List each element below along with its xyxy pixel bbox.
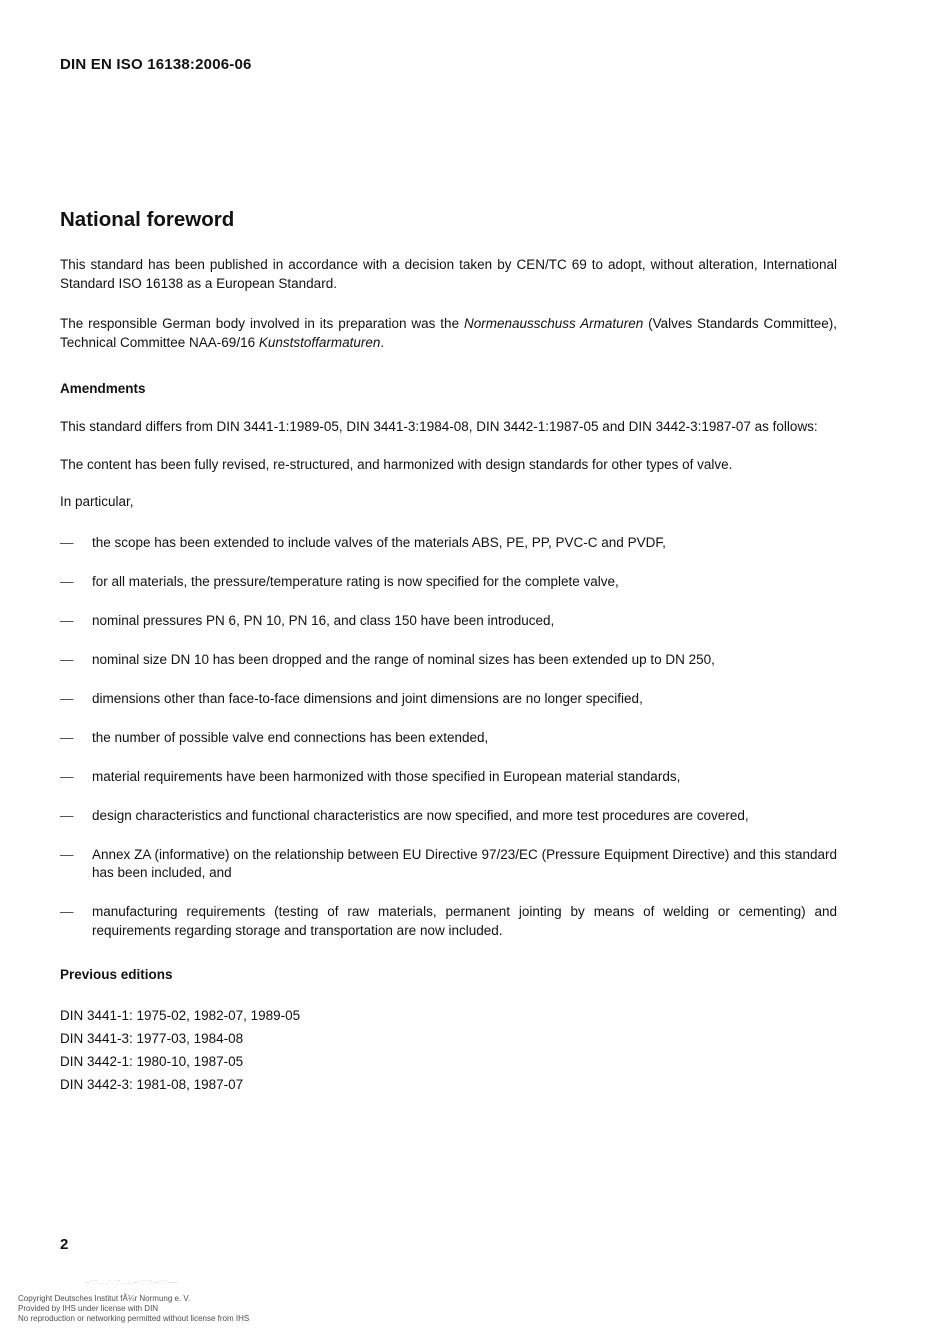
bullet-item-text: the scope has been extended to include valves of the materials ABS, PE, PP, PVC-C and PVDF, [92, 534, 666, 550]
bullet-item-text: Annex ZA (informative) on the relationship between EU Directive 97/23/EC (Pressure Equipment Directive) and this standard has been included, and [92, 846, 837, 880]
bullet-item [60, 651, 837, 670]
intro-paragraph-2-text-1: The responsible German body involved in its preparation was the [60, 316, 464, 331]
footer [18, 1294, 249, 1324]
page-number: 2 [60, 1236, 69, 1253]
dash-bullet: — [60, 534, 74, 550]
bullet-item-text: nominal pressures PN 6, PN 10, PN 16, and class 150 have been introduced, [92, 612, 555, 628]
bullet-item [60, 573, 837, 592]
edition-line: DIN 3442-3: 1981-08, 1987-07 [60, 1076, 244, 1092]
intro-paragraph-1: This standard has been published in accordance with a decision taken by CEN/TC 69 to adopt, without alteration, International Standard ISO 16138 as a European Standard. [60, 257, 837, 291]
bullet-item [60, 534, 837, 553]
page-title: National foreword [60, 208, 235, 231]
intro-paragraph-2-text-2: (Valves Standards Committee), Technical Committee NAA-69/16 [60, 316, 837, 350]
intro-paragraph-2-text-3: . [380, 334, 385, 350]
footer-license-line: Provided by IHS under license with DIN [18, 1304, 159, 1313]
bullet-item [60, 807, 837, 826]
amendments-paragraph-3: In particular, [60, 494, 134, 509]
intro-paragraph-2-italic-2: Kunststoffarmaturen [258, 334, 381, 350]
footer-copyright-line: Copyright Deutsches Institut fÃ¼r Normung e. V. [18, 1294, 191, 1303]
illegible-watermark-line: —''.''......''..'.''.......—'.'.'.'.'.—'.'.'—— [85, 1280, 178, 1286]
previous-editions-list [60, 1004, 837, 1096]
dash-bullet: — [60, 690, 74, 706]
dash-bullet: — [60, 651, 74, 667]
dash-bullet: — [60, 768, 74, 784]
bullet-item-text: the number of possible valve end connections has been extended, [92, 729, 489, 745]
bullet-item-text: for all materials, the pressure/temperature rating is now specified for the complete valve, [92, 573, 619, 589]
bullet-item-text: manufacturing requirements (testing of raw materials, permanent jointing by means of welding or cementing) and requirements regarding storage and transportation are now included. [92, 904, 837, 938]
bullet-item [60, 903, 837, 940]
dash-bullet: — [60, 846, 74, 862]
bullet-item-text: dimensions other than face-to-face dimensions and joint dimensions are no longer specified, [92, 690, 643, 706]
bullet-item [60, 612, 837, 631]
intro-paragraph-2-italic-1: Normenausschuss Armaturen [463, 316, 644, 331]
bullet-item [60, 729, 837, 748]
edition-line: DIN 3441-1: 1975-02, 1982-07, 1989-05 [60, 1007, 301, 1023]
intro-paragraph-2 [60, 315, 837, 352]
page-content [60, 0, 837, 1096]
bullet-item-text: design characteristics and functional characteristics are now specified, and more test procedures are covered, [92, 807, 749, 823]
bullet-item [60, 846, 837, 883]
dash-bullet: — [60, 612, 74, 628]
bullet-item-text: nominal size DN 10 has been dropped and the range of nominal sizes has been extended up to DN 250, [92, 651, 715, 667]
edition-line: DIN 3441-3: 1977-03, 1984-08 [60, 1030, 244, 1046]
dash-bullet: — [60, 573, 74, 589]
bullet-item-text: material requirements have been harmonized with those specified in European material standards, [92, 768, 681, 784]
bullet-item [60, 690, 837, 709]
amendments-paragraph-1: This standard differs from DIN 3441-1:1989-05, DIN 3441-3:1984-08, DIN 3442-1:1987-05 and DIN 3442-3:1987-07 as follows: [60, 419, 818, 434]
previous-editions-heading: Previous editions [60, 967, 173, 982]
amendments-bullet-list [60, 534, 837, 941]
bullet-item [60, 768, 837, 787]
dash-bullet: — [60, 729, 74, 745]
edition-line: DIN 3442-1: 1980-10, 1987-05 [60, 1053, 244, 1069]
amendments-heading: Amendments [60, 381, 146, 396]
footer-reproduction-line: No reproduction or networking permitted without license from IHS [18, 1314, 250, 1323]
dash-bullet: — [60, 904, 74, 919]
document-header: DIN EN ISO 16138:2006-06 [60, 56, 252, 73]
amendments-paragraph-2: The content has been fully revised, re-structured, and harmonized with design standards for other types of valve. [60, 456, 733, 472]
dash-bullet: — [60, 807, 74, 823]
